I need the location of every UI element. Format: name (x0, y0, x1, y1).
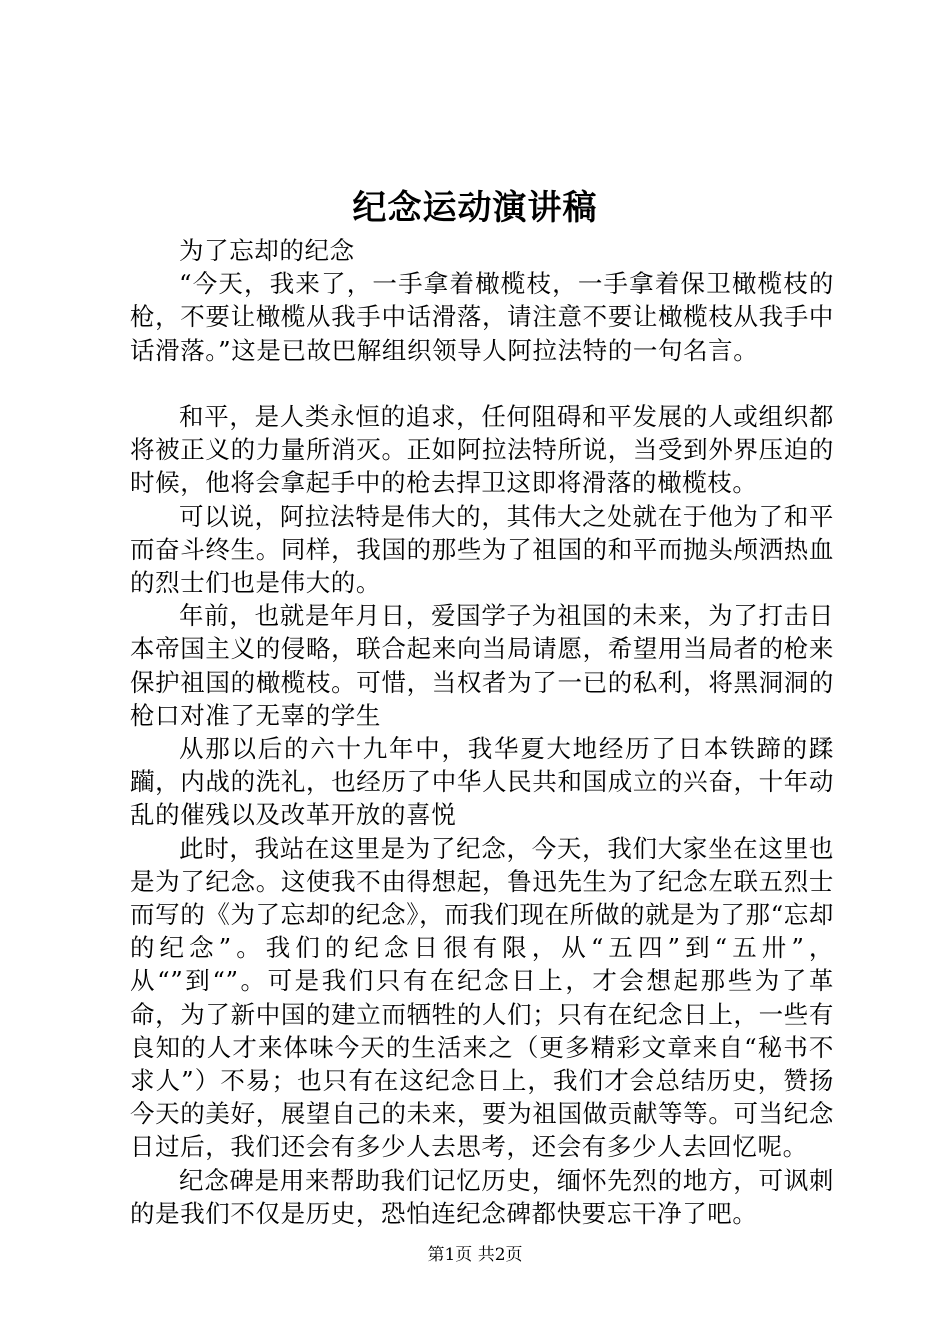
document-body (130, 234, 834, 1230)
page-number-footer: 第1页 共2页 (427, 1245, 523, 1265)
paragraph-monument: 纪念碑是用来帮助我们记忆历史，缅怀先烈的地方，可讽刺的是我们不仅是历史，恐怕连纪念碑都快要忘干净了吧。 (130, 1165, 834, 1228)
paragraph-arafat: 可以说，阿拉法特是伟大的，其伟大之处就在于他为了和平而奋斗终生。同样，我国的那些为了祖国的和平而抛头颅洒热血的烈士们也是伟大的。 (130, 501, 834, 598)
paragraph-peace: 和平，是人类永恒的追求，任何阻碍和平发展的人或组织都将被正义的力量所消灭。正如阿拉法特所说，当受到外界压迫的时候，他将会拿起手中的枪去捍卫这即将滑落的橄榄枝。 (130, 402, 834, 498)
paragraph-quote: “今天，我来了，一手拿着橄榄枝，一手拿着保卫橄榄枝的枪，不要让橄榄从我手中话滑落，请注意不要让橄榄枝从我手中话滑落。”这是已故巴解组织领导人阿拉法特的一句名言。 (130, 269, 834, 365)
document-title: 纪念运动演讲稿 (352, 188, 598, 228)
paragraph-students: 年前，也就是年月日，爱国学子为祖国的未来，为了打击日本帝国主义的侵略，联合起来向当局请愿，希望用当局者的枪来保护祖国的橄榄枝。可惜，当权者为了一已的私利，将黑洞洞的枪口对准了无辜的学生 (130, 601, 834, 730)
paragraph-history: 从那以后的六十九年中，我华夏大地经历了日本铁蹄的蹂躏，内战的洗礼，也经历了中华人民共和国成立的兴奋，十年动乱的催残以及改革开放的喜悦 (130, 734, 834, 830)
paragraph-subtitle: 为了忘却的纪念 (179, 236, 355, 265)
paragraph-commemoration: 此时，我站在这里是为了纪念，今天，我们大家坐在这里也是为了纪念。这使我不由得想起，鲁迅先生为了纪念左联五烈士而写的《为了忘却的纪念》，而我们现在所做的就是为了那“忘却的纪念”。我们的纪念日很有限，从“五四”到“五卅”，从“”到“”。可是我们只有在纪念日上，才会想起那些为了革命，为了新中国的建立而牺牲的人们；只有在纪念日上，一些有良知的人才来体味今天的生活来之（更多精彩文章来自“秘书不求人”）不易；也只有在这纪念日上，我们才会总结历史，赞扬今天的美好，展望自己的未来，要为祖国做贡献等等。可当纪念日过后，我们还会有多少人去思考，还会有多少人去回忆呢。 (130, 833, 834, 1162)
